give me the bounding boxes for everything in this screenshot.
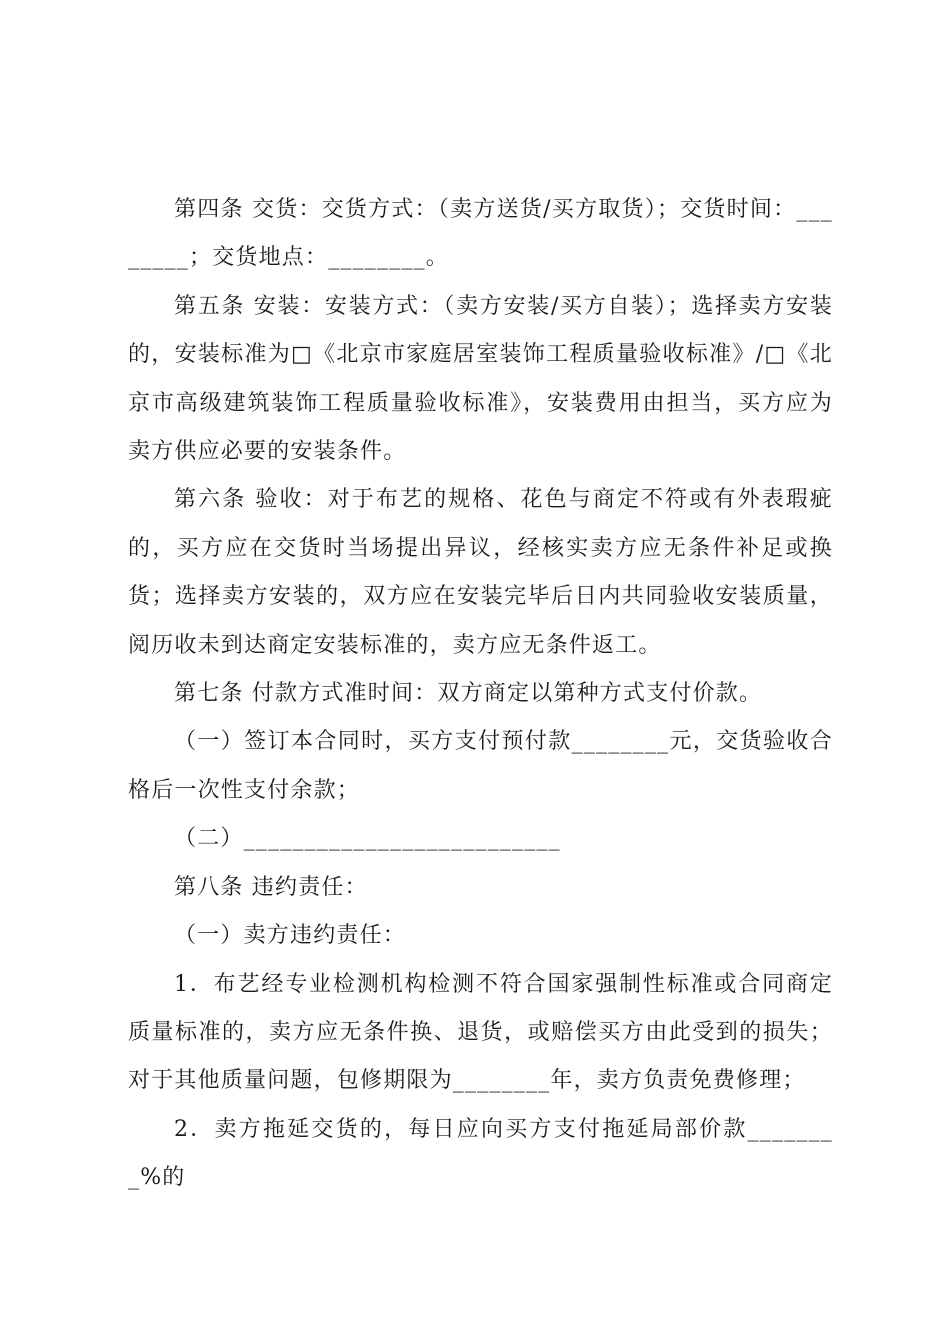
- article-8-liability: 第八条 违约责任：: [174, 874, 368, 900]
- article-4-delivery: 第四条 交货：交货方式：（卖方送货/买方取货）；交货时间：________；交货地点：________。: [128, 197, 833, 271]
- payment-option-2: （二）__________________________: [174, 826, 561, 852]
- document-body: [128, 186, 833, 1203]
- seller-liability-item-1: 1．布艺经专业检测机构检测不符合国家强制性标准或合同商定质量标准的，卖方应无条件换、退货，或赔偿买方由此受到的损失；对于其他质量问题，包修期限为________年，卖方负责免费修理；: [128, 971, 833, 1094]
- article-5-installation: 第五条 安装：安装方式：（卖方安装/买方自装）；选择卖方安装的，安装标准为□《北京市家庭居室装饰工程质量验收标准》/□《北京市高级建筑装饰工程质量验收标准》，安装费用由担当，买方应为卖方供应必要的安装条件。: [128, 293, 833, 465]
- article-7-payment: 第七条 付款方式准时间：双方商定以第种方式支付价款。: [174, 681, 763, 707]
- payment-option-1: （一）签订本合同时，买方支付预付款________元，交货验收合格后一次性支付余款；: [128, 729, 833, 803]
- seller-liability-item-2: 2．卖方拖延交货的，每日应向买方支付拖延局部价款________%的: [128, 1116, 833, 1191]
- article-6-acceptance: 第六条 验收：对于布艺的规格、花色与商定不符或有外表瑕疵的，买方应在交货时当场提出异议，经核实卖方应无条件补足或换货；选择卖方安装的，双方应在安装完毕后日内共同验收安装质量，阅历收未到达商定安装标准的，卖方应无条件返工。: [128, 487, 833, 658]
- seller-liability-heading: （一）卖方违约责任：: [174, 923, 407, 949]
